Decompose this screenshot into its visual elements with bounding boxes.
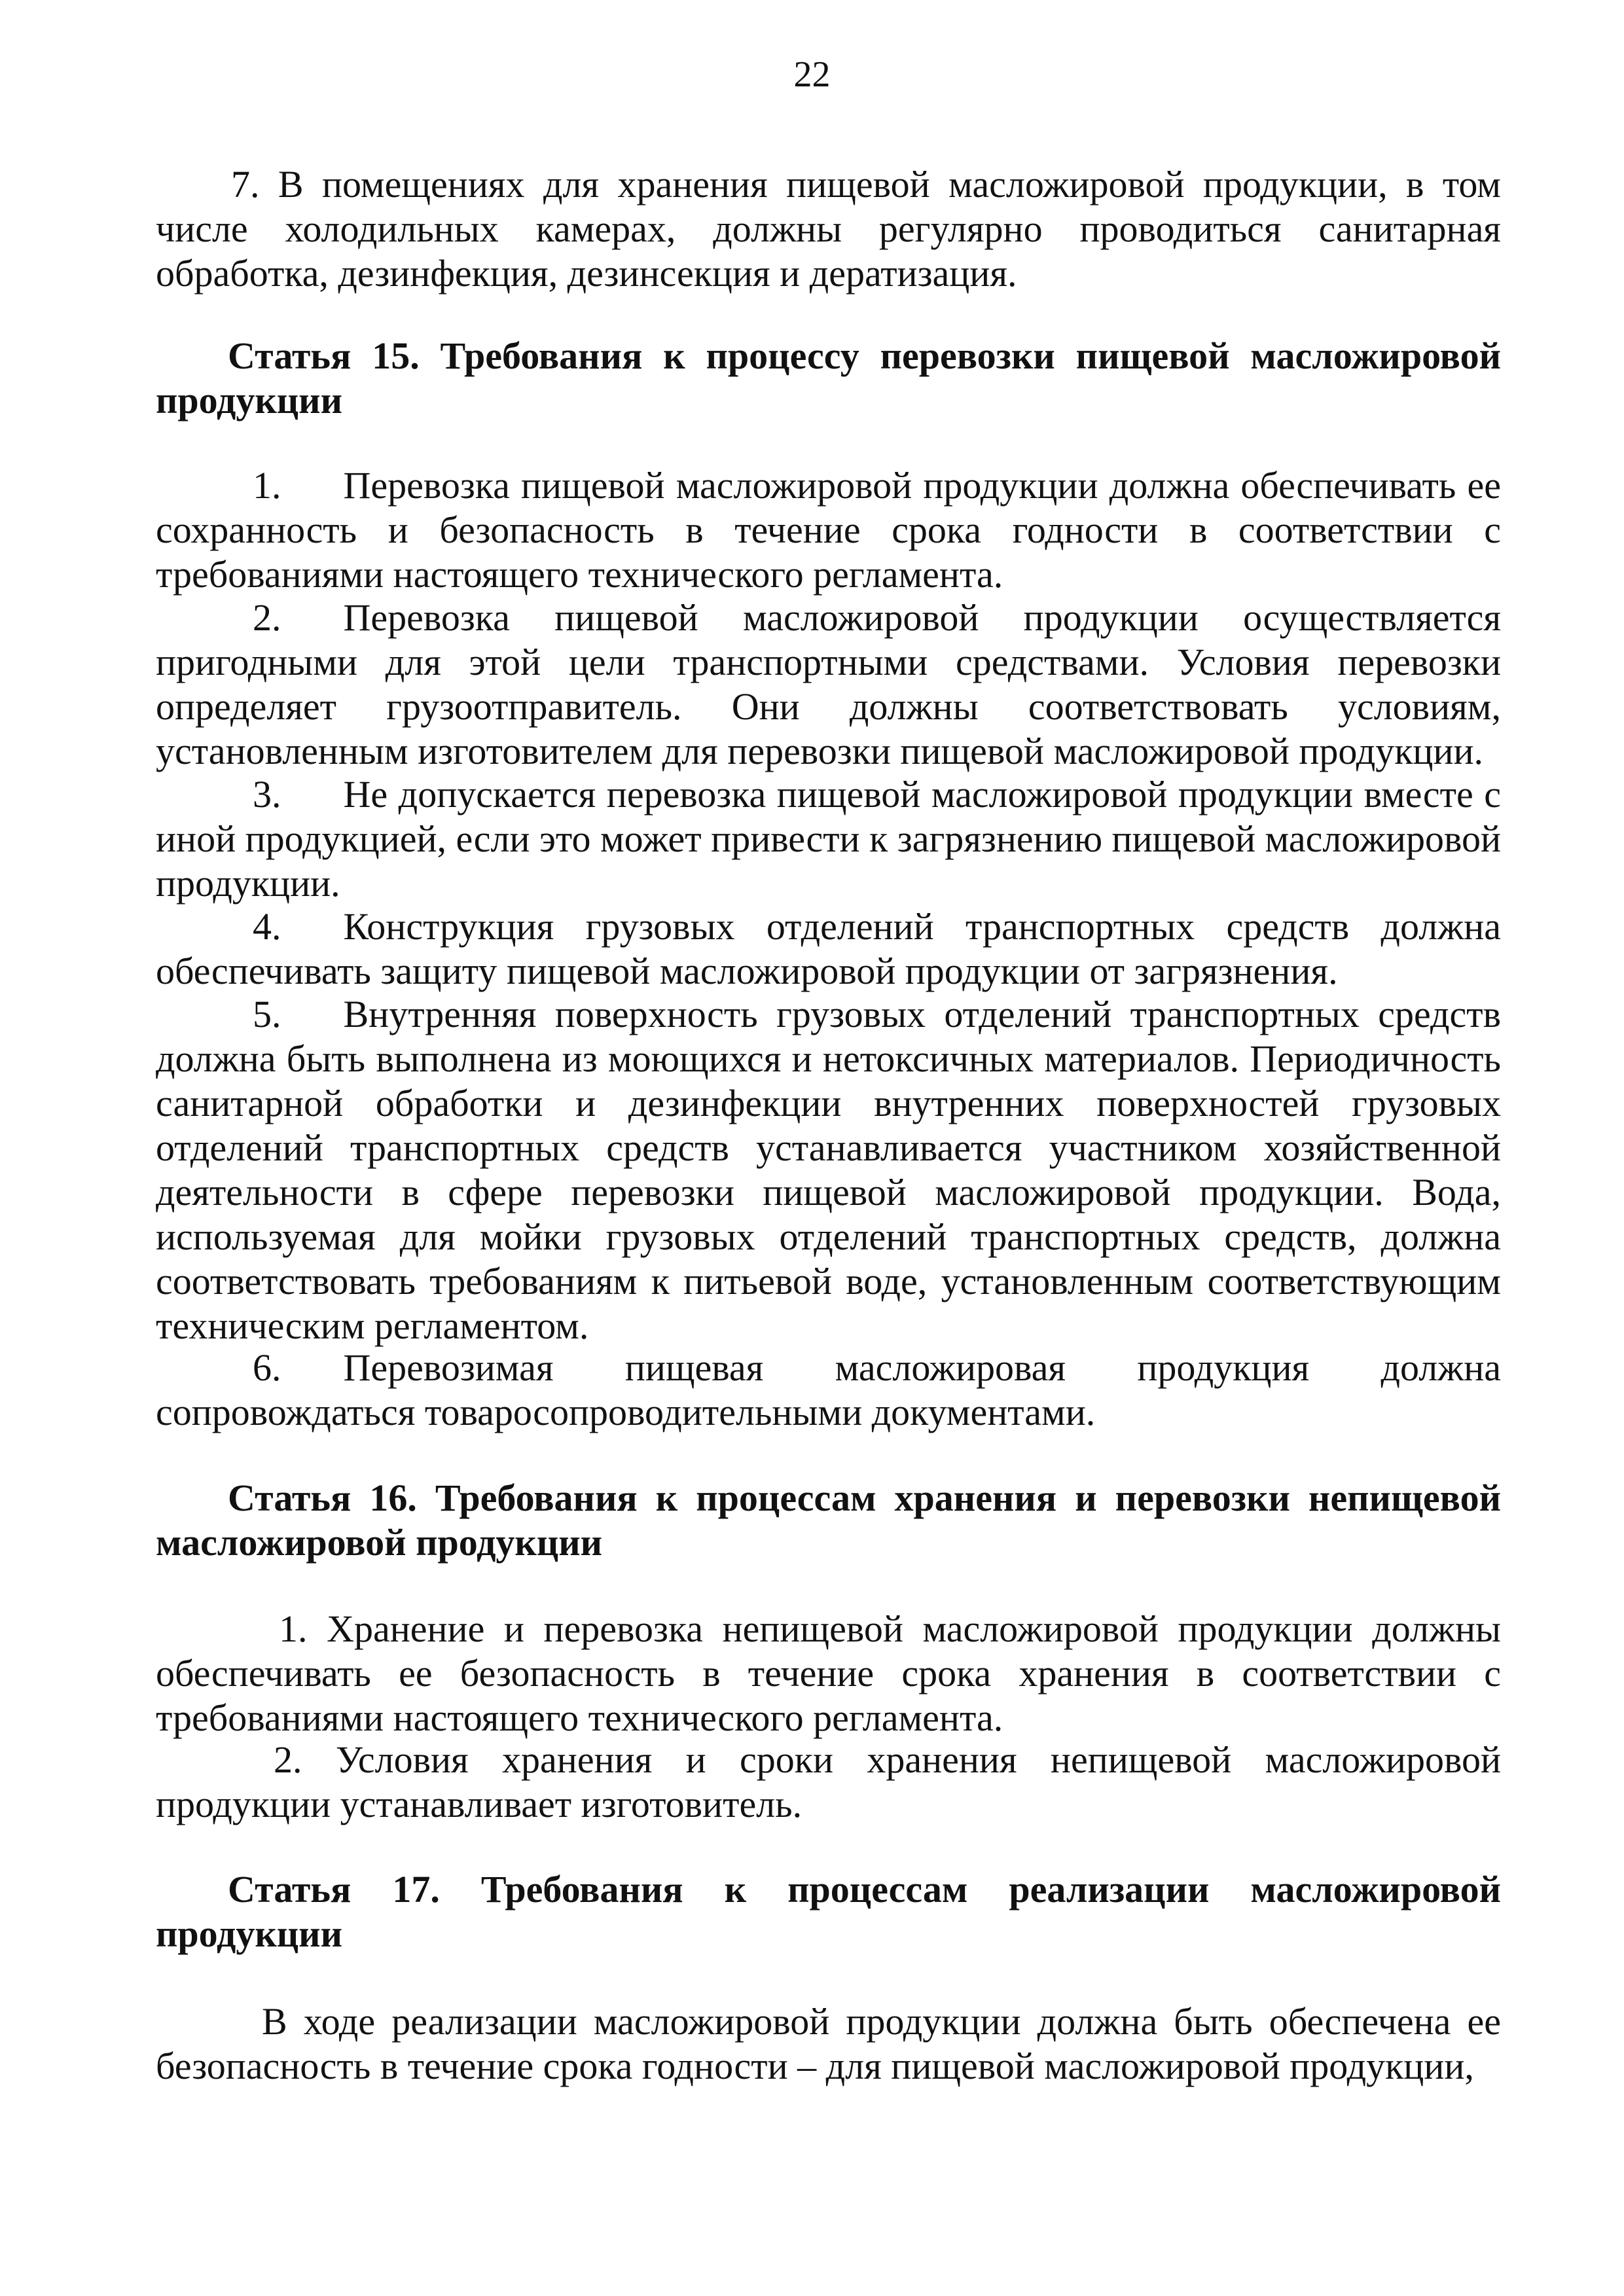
item-text: Перевозка пищевой масложировой продукции должна обеспечивать ее сохранность и безопасность в течение срока годности в соответствии с требованиями настоящего технического регламента. bbox=[156, 464, 1501, 596]
item-number: 1. bbox=[253, 464, 281, 507]
article-17-paragraph: В ходе реализации масложировой продукции должна быть обеспечена ее безопасность в течение срока годности – для пищевой масложировой продукции, bbox=[156, 2000, 1501, 2087]
article-16-item-1: 1. Хранение и перевозка непищевой масложировой продукции должны обеспечивать ее безопасность в течение срока хранения в соответствии с требованиями настоящего технического регламента. bbox=[156, 1607, 1501, 1739]
page-number: 22 bbox=[793, 54, 831, 95]
item-number: 5. bbox=[253, 993, 281, 1035]
paragraph-7: 7. В помещениях для хранения пищевой масложировой продукции, в том числе холодильных камерах, должны регулярно проводиться санитарная обработка, дезинфекция, дезинсекция и дератизация. bbox=[156, 163, 1501, 295]
article-15-item-5 bbox=[156, 992, 1501, 1348]
article-15-item-1 bbox=[156, 463, 1501, 597]
article-15-item-4 bbox=[156, 905, 1501, 994]
item-number: 4. bbox=[253, 905, 281, 948]
item-number: 6. bbox=[253, 1346, 281, 1389]
article-15-item-2 bbox=[156, 596, 1501, 774]
article-15-item-3 bbox=[156, 772, 1501, 906]
article-17-heading: Статья 17. Требования к процессам реализации масложировой продукции bbox=[156, 1868, 1501, 1955]
article-15-heading: Статья 15. Требования к процессу перевозки пищевой масложировой продукции bbox=[156, 334, 1501, 422]
item-number: 2. bbox=[253, 596, 281, 639]
article-15-item-6 bbox=[156, 1346, 1501, 1435]
item-number: 3. bbox=[253, 773, 281, 816]
item-text: Перевозимая пищевая масложировая продукция должна сопровождаться товаросопроводительными документами. bbox=[156, 1346, 1501, 1433]
item-text: Внутренняя поверхность грузовых отделений транспортных средств должна быть выполнена из моющихся и нетоксичных материалов. Периодичность санитарной обработки и дезинфекции внутренних поверхностей грузовых отделений транспортных средств устанавливается участником хозяйственной деятельности в сфере перевозки пищевой масложировой продукции. Вода, используемая для мойки грузовых отделений транспортных средств, должна соответствовать требованиям к питьевой воде, установленным соответствующим техническим регламентом. bbox=[156, 993, 1501, 1347]
item-text: Конструкция грузовых отделений транспортных средств должна обеспечивать защиту пищевой масложировой продукции от загрязнения. bbox=[156, 905, 1501, 992]
item-text: Перевозка пищевой масложировой продукции осуществляется пригодными для этой цели транспортными средствами. Условия перевозки определяет грузоотправитель. Они должны соответствовать условиям, установленным изготовителем для перевозки пищевой масложировой продукции. bbox=[156, 596, 1501, 772]
item-text: Не допускается перевозка пищевой масложировой продукции вместе с иной продукцией, если это может привести к загрязнению пищевой масложировой продукции. bbox=[156, 773, 1501, 905]
article-16-heading: Статья 16. Требования к процессам хранения и перевозки непищевой масложировой продукции bbox=[156, 1477, 1501, 1564]
article-16-item-2: 2. Условия хранения и сроки хранения непищевой масложировой продукции устанавливает изготовитель. bbox=[156, 1738, 1501, 1825]
